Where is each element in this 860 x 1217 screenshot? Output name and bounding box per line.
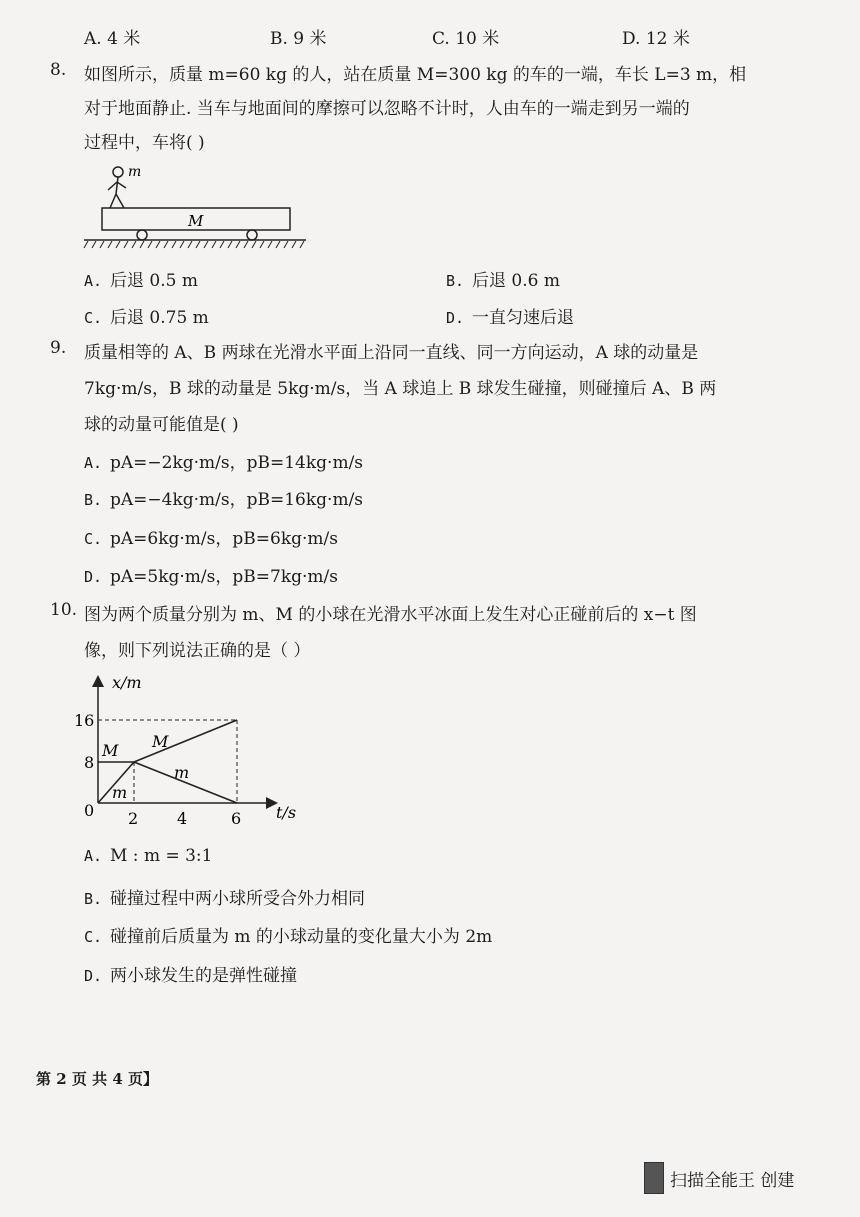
label-M-after: M bbox=[152, 732, 169, 751]
line-M-after bbox=[134, 720, 237, 762]
q9-option-b[interactable]: B. pA=−4kg·m/s，pB=16kg·m/s bbox=[84, 490, 364, 510]
q10-option-a[interactable]: A. M : m = 3:1 bbox=[84, 846, 213, 866]
q8-line-1: 如图所示，质量 m=60 kg 的人，站在质量 M=300 kg 的车的一端，车长 L=3 m，相 bbox=[84, 65, 747, 85]
y-tick-8: 8 bbox=[84, 753, 95, 772]
q10-option-d[interactable]: D. 两小球发生的是弹性碰撞 bbox=[84, 966, 297, 986]
q10-number: 10. bbox=[50, 600, 78, 620]
q9-number: 9. bbox=[50, 338, 67, 358]
label-M-before: M bbox=[102, 741, 119, 760]
q9-line-3: 球的动量可能值是( ) bbox=[84, 415, 239, 435]
cart-wheel bbox=[247, 230, 257, 240]
q9-line-1: 质量相等的 A、B 两球在光滑水平面上沿同一直线、同一方向运动，A 球的动量是 bbox=[84, 343, 699, 363]
q10-line-2: 像，则下列说法正确的是（ ） bbox=[84, 641, 311, 661]
q8-option-b[interactable]: B. 后退 0.6 m bbox=[446, 271, 560, 291]
q10-option-b[interactable]: B. 碰撞过程中两小球所受合外力相同 bbox=[84, 889, 365, 909]
q9-option-d[interactable]: D. pA=5kg·m/s，pB=7kg·m/s bbox=[84, 567, 338, 587]
watermark-text: 扫描全能王 创建 bbox=[670, 1170, 795, 1191]
q10-line-1: 图为两个质量分别为 m、M 的小球在光滑水平冰面上发生对心正碰前后的 x−t 图 bbox=[84, 605, 697, 625]
y-axis-label: x/m bbox=[112, 673, 142, 692]
scanner-logo-icon bbox=[644, 1162, 664, 1194]
page-footer: 第 2 页 共 4 页】 bbox=[36, 1070, 158, 1088]
scanner-watermark bbox=[644, 1162, 794, 1194]
q9-line-2: 7kg·m/s，B 球的动量是 5kg·m/s，当 A 球追上 B 球发生碰撞，则碰撞后 A、B 两 bbox=[84, 379, 717, 399]
q8-option-d[interactable]: D. 一直匀速后退 bbox=[446, 308, 574, 328]
q9-option-c[interactable]: C. pA=6kg·m/s，pB=6kg·m/s bbox=[84, 529, 338, 549]
label-m-before: m bbox=[112, 783, 128, 802]
q10-option-c[interactable]: C. 碰撞前后质量为 m 的小球动量的变化量大小为 2m bbox=[84, 927, 493, 947]
person-head bbox=[113, 167, 123, 177]
origin-label: 0 bbox=[84, 801, 95, 820]
q8-option-c[interactable]: C. 后退 0.75 m bbox=[84, 308, 209, 328]
person-label: m bbox=[128, 164, 142, 180]
prev-option-c: C. 10 米 bbox=[432, 29, 500, 49]
prev-option-d: D. 12 米 bbox=[622, 29, 690, 49]
q8-line-3: 过程中，车将( ) bbox=[84, 133, 205, 153]
q8-cart-figure bbox=[80, 160, 310, 255]
q8-line-2: 对于地面静止. 当车与地面间的摩擦可以忽略不计时，人由车的一端走到另一端的 bbox=[84, 99, 690, 119]
x-tick-4: 4 bbox=[177, 809, 188, 828]
y-tick-16: 16 bbox=[74, 711, 95, 730]
x-axis-label: t/s bbox=[276, 803, 297, 822]
prev-option-a: A. 4 米 bbox=[84, 29, 141, 49]
prev-option-b: B. 9 米 bbox=[270, 29, 327, 49]
q8-number: 8. bbox=[50, 60, 67, 80]
ground-hatching bbox=[84, 241, 304, 248]
x-tick-2: 2 bbox=[128, 809, 139, 828]
q8-option-a[interactable]: A. 后退 0.5 m bbox=[84, 271, 198, 291]
q9-option-a[interactable]: A. pA=−2kg·m/s，pB=14kg·m/s bbox=[84, 453, 364, 473]
label-m-after: m bbox=[174, 763, 190, 782]
q10-xt-graph bbox=[70, 668, 310, 828]
cart-label: M bbox=[188, 212, 204, 230]
x-tick-6: 6 bbox=[231, 809, 242, 828]
cart-wheel bbox=[137, 230, 147, 240]
